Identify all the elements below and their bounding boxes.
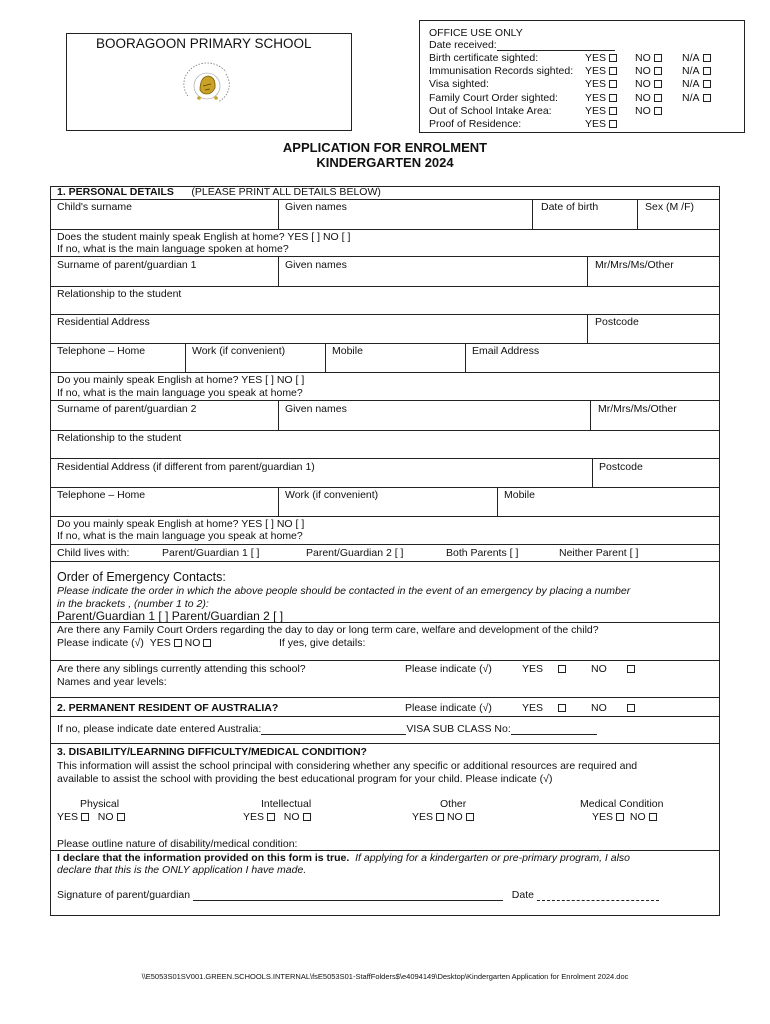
lives-with-label: Child lives with: [57, 547, 130, 559]
office-yes-option[interactable]: YES [585, 52, 617, 64]
p1-address-label: Residential Address [57, 316, 150, 328]
p1-email-label: Email Address [472, 345, 540, 357]
emergency-order-options[interactable]: Parent/Guardian 1 [ ] Parent/Guardian 2 [ ] [57, 609, 284, 623]
checkbox[interactable] [703, 67, 711, 75]
date-received-line[interactable] [497, 40, 615, 51]
document-path-footer: \\E5053S01SV001.GREEN.SCHOOLS.INTERNAL\fsE5053S01-StaffFolders$\e4094149\Desktop\Kindergarten Application for Enrolment 2024.doc [141, 972, 629, 981]
condition-intellectual-label: Intellectual [261, 798, 312, 810]
p1-language-question: If no, what is the main language you speak at home? [57, 387, 303, 399]
checkbox[interactable] [703, 54, 711, 62]
school-crest-logo [178, 62, 236, 108]
siblings-indicate: Please indicate (√) [405, 663, 492, 675]
office-no-option[interactable]: NO [635, 65, 662, 77]
checkbox[interactable] [616, 813, 624, 821]
p2-title-label: Mr/Mrs/Ms/Other [598, 403, 677, 415]
p1-postcode-label: Postcode [595, 316, 639, 328]
residency-yes-option[interactable]: YES [522, 702, 566, 714]
date-line[interactable] [537, 890, 659, 901]
student-language-question: If no, what is the main language spoken at home? [57, 243, 289, 255]
section2-heading: 2. PERMANENT RESIDENT OF AUSTRALIA? [57, 702, 279, 714]
date-received-label: Date received: [429, 39, 615, 51]
checkbox[interactable] [609, 94, 617, 102]
section3-heading: 3. DISABILITY/LEARNING DIFFICULTY/MEDICAL CONDITION? [57, 746, 367, 758]
other-options[interactable]: YES NO [412, 811, 474, 823]
p1-telephone-label: Telephone – Home [57, 345, 146, 357]
checkbox[interactable] [703, 94, 711, 102]
p1-surname-label: Surname of parent/guardian 1 [57, 259, 197, 271]
intellectual-options[interactable]: YES NO [243, 811, 311, 823]
siblings-no-option[interactable]: NO [591, 663, 635, 675]
checkbox[interactable] [703, 80, 711, 88]
checkbox[interactable] [267, 813, 275, 821]
office-no-option[interactable]: NO [635, 92, 662, 104]
office-yes-option[interactable]: YES [585, 105, 617, 117]
checkbox[interactable] [558, 665, 566, 673]
declaration-line1: I declare that the information provided on this form is true. If applying for a kindergarten or pre-primary program, I also [57, 852, 631, 864]
physical-options[interactable]: YES NO [57, 811, 125, 823]
school-name: BOORAGOON PRIMARY SCHOOL [96, 36, 312, 51]
lives-with-option[interactable]: Parent/Guardian 1 [ ] [162, 547, 260, 559]
lives-with-option[interactable]: Both Parents [ ] [446, 547, 519, 559]
office-na-option[interactable]: N/A [682, 92, 711, 104]
p2-english-question: Do you mainly speak English at home? YES [ ] NO [ ] [57, 518, 305, 530]
p2-relationship-label: Relationship to the student [57, 432, 182, 444]
checkbox[interactable] [117, 813, 125, 821]
checkbox[interactable] [654, 67, 662, 75]
court-no-checkbox[interactable] [203, 639, 211, 647]
residency-indicate: Please indicate (√) [405, 702, 492, 714]
checkbox[interactable] [303, 813, 311, 821]
child-surname-field[interactable] [57, 214, 272, 227]
section3-text: This information will assist the school principal with considering whether any specific or additional resources are required and [57, 760, 638, 772]
office-na-option[interactable]: N/A [682, 65, 711, 77]
section3-text-cont: available to assist the school with providing the best educational program for your child. Please indicate (√) [57, 773, 553, 785]
office-yes-option[interactable]: YES [585, 118, 617, 130]
checkbox[interactable] [654, 80, 662, 88]
court-orders-details-label: If yes, give details: [279, 637, 366, 649]
checkbox[interactable] [609, 54, 617, 62]
p1-given-label: Given names [285, 259, 347, 271]
office-row-label: Family Court Order sighted: [429, 92, 558, 104]
visa-subclass-line[interactable] [511, 724, 597, 735]
signature-row: Signature of parent/guardian Date [57, 889, 659, 901]
p2-telephone-label: Telephone – Home [57, 489, 146, 501]
office-row-label: Proof of Residence: [429, 118, 522, 130]
student-english-question: Does the student mainly speak English at home? YES [ ] NO [ ] [57, 231, 351, 243]
p1-mobile-label: Mobile [332, 345, 363, 357]
court-orders-indicate: Please indicate (√) YES NO [57, 637, 211, 649]
office-na-option[interactable]: N/A [682, 78, 711, 90]
date-entered-australia: If no, please indicate date entered Australia: VISA SUB CLASS No: [57, 723, 597, 735]
court-orders-question: Are there any Family Court Orders regarding the day to day or long term care, welfare and development of the child? [57, 624, 599, 636]
child-given-names-field[interactable] [285, 214, 525, 227]
child-surname-label: Child's surname [57, 201, 132, 213]
condition-outline-label: Please outline nature of disability/medical condition: [57, 838, 298, 850]
office-row-label: Immunisation Records sighted: [429, 65, 574, 77]
checkbox[interactable] [81, 813, 89, 821]
residency-no-option[interactable]: NO [591, 702, 635, 714]
checkbox[interactable] [654, 94, 662, 102]
p1-relationship-label: Relationship to the student [57, 288, 182, 300]
p2-address-label: Residential Address (if different from parent/guardian 1) [57, 461, 315, 473]
p2-postcode-label: Postcode [599, 461, 643, 473]
office-no-option[interactable]: NO [635, 78, 662, 90]
court-yes-checkbox[interactable] [174, 639, 182, 647]
checkbox[interactable] [627, 665, 635, 673]
emergency-instructions-cont: in the brackets , (number 1 to 2): [57, 598, 209, 610]
lives-with-option[interactable]: Neither Parent [ ] [559, 547, 639, 559]
form-title: APPLICATION FOR ENROLMENT [282, 140, 488, 155]
signature-line[interactable] [193, 890, 503, 901]
p2-mobile-label: Mobile [504, 489, 535, 501]
checkbox[interactable] [649, 813, 657, 821]
condition-other-label: Other [440, 798, 467, 810]
office-na-option[interactable]: N/A [682, 52, 711, 64]
checkbox[interactable] [609, 80, 617, 88]
checkbox[interactable] [654, 54, 662, 62]
siblings-names-label: Names and year levels: [57, 676, 167, 688]
office-use-title: OFFICE USE ONLY [429, 27, 523, 39]
p2-language-question: If no, what is the main language you speak at home? [57, 530, 303, 542]
declaration-line2: declare that this is the ONLY application I have made. [57, 864, 307, 876]
emergency-heading: Order of Emergency Contacts: [57, 570, 226, 584]
siblings-question: Are there any siblings currently attending this school? [57, 663, 306, 675]
form-subtitle: KINDERGARTEN 2024 [316, 155, 454, 170]
checkbox[interactable] [558, 704, 566, 712]
p2-work-label: Work (if convenient) [285, 489, 379, 501]
checkbox[interactable] [654, 107, 662, 115]
date-entered-line[interactable] [261, 724, 406, 735]
checkbox[interactable] [436, 813, 444, 821]
office-no-option[interactable]: NO [635, 105, 662, 117]
p2-surname-label: Surname of parent/guardian 2 [57, 403, 197, 415]
office-yes-option[interactable]: YES [585, 92, 617, 104]
section1-heading: 1. PERSONAL DETAILS (PLEASE PRINT ALL DETAILS BELOW) [57, 186, 381, 198]
office-row-label: Birth certificate sighted: [429, 52, 539, 64]
office-yes-option[interactable]: YES [585, 78, 617, 90]
checkbox[interactable] [609, 67, 617, 75]
condition-medical-label: Medical Condition [580, 798, 664, 810]
given-names-label: Given names [285, 201, 347, 213]
lives-with-option[interactable]: Parent/Guardian 2 [ ] [306, 547, 404, 559]
dob-label: Date of birth [541, 201, 599, 213]
office-no-option[interactable]: NO [635, 52, 662, 64]
office-row-label: Out of School Intake Area: [429, 105, 552, 117]
p2-given-label: Given names [285, 403, 347, 415]
checkbox[interactable] [609, 107, 617, 115]
emergency-instructions: Please indicate the order in which the above people should be contacted in the event of an emergency by placing a number [57, 585, 631, 597]
condition-physical-label: Physical [80, 798, 120, 810]
p1-work-label: Work (if convenient) [192, 345, 286, 357]
checkbox[interactable] [466, 813, 474, 821]
medical-options[interactable]: YES NO [592, 811, 657, 823]
checkbox[interactable] [627, 704, 635, 712]
office-row-label: Visa sighted: [429, 78, 489, 90]
p1-english-question: Do you mainly speak English at home? YES [ ] NO [ ] [57, 374, 305, 386]
office-yes-option[interactable]: YES [585, 65, 617, 77]
checkbox[interactable] [609, 120, 617, 128]
siblings-yes-option[interactable]: YES [522, 663, 566, 675]
sex-label: Sex (M /F) [645, 201, 694, 213]
p1-title-label: Mr/Mrs/Ms/Other [595, 259, 674, 271]
